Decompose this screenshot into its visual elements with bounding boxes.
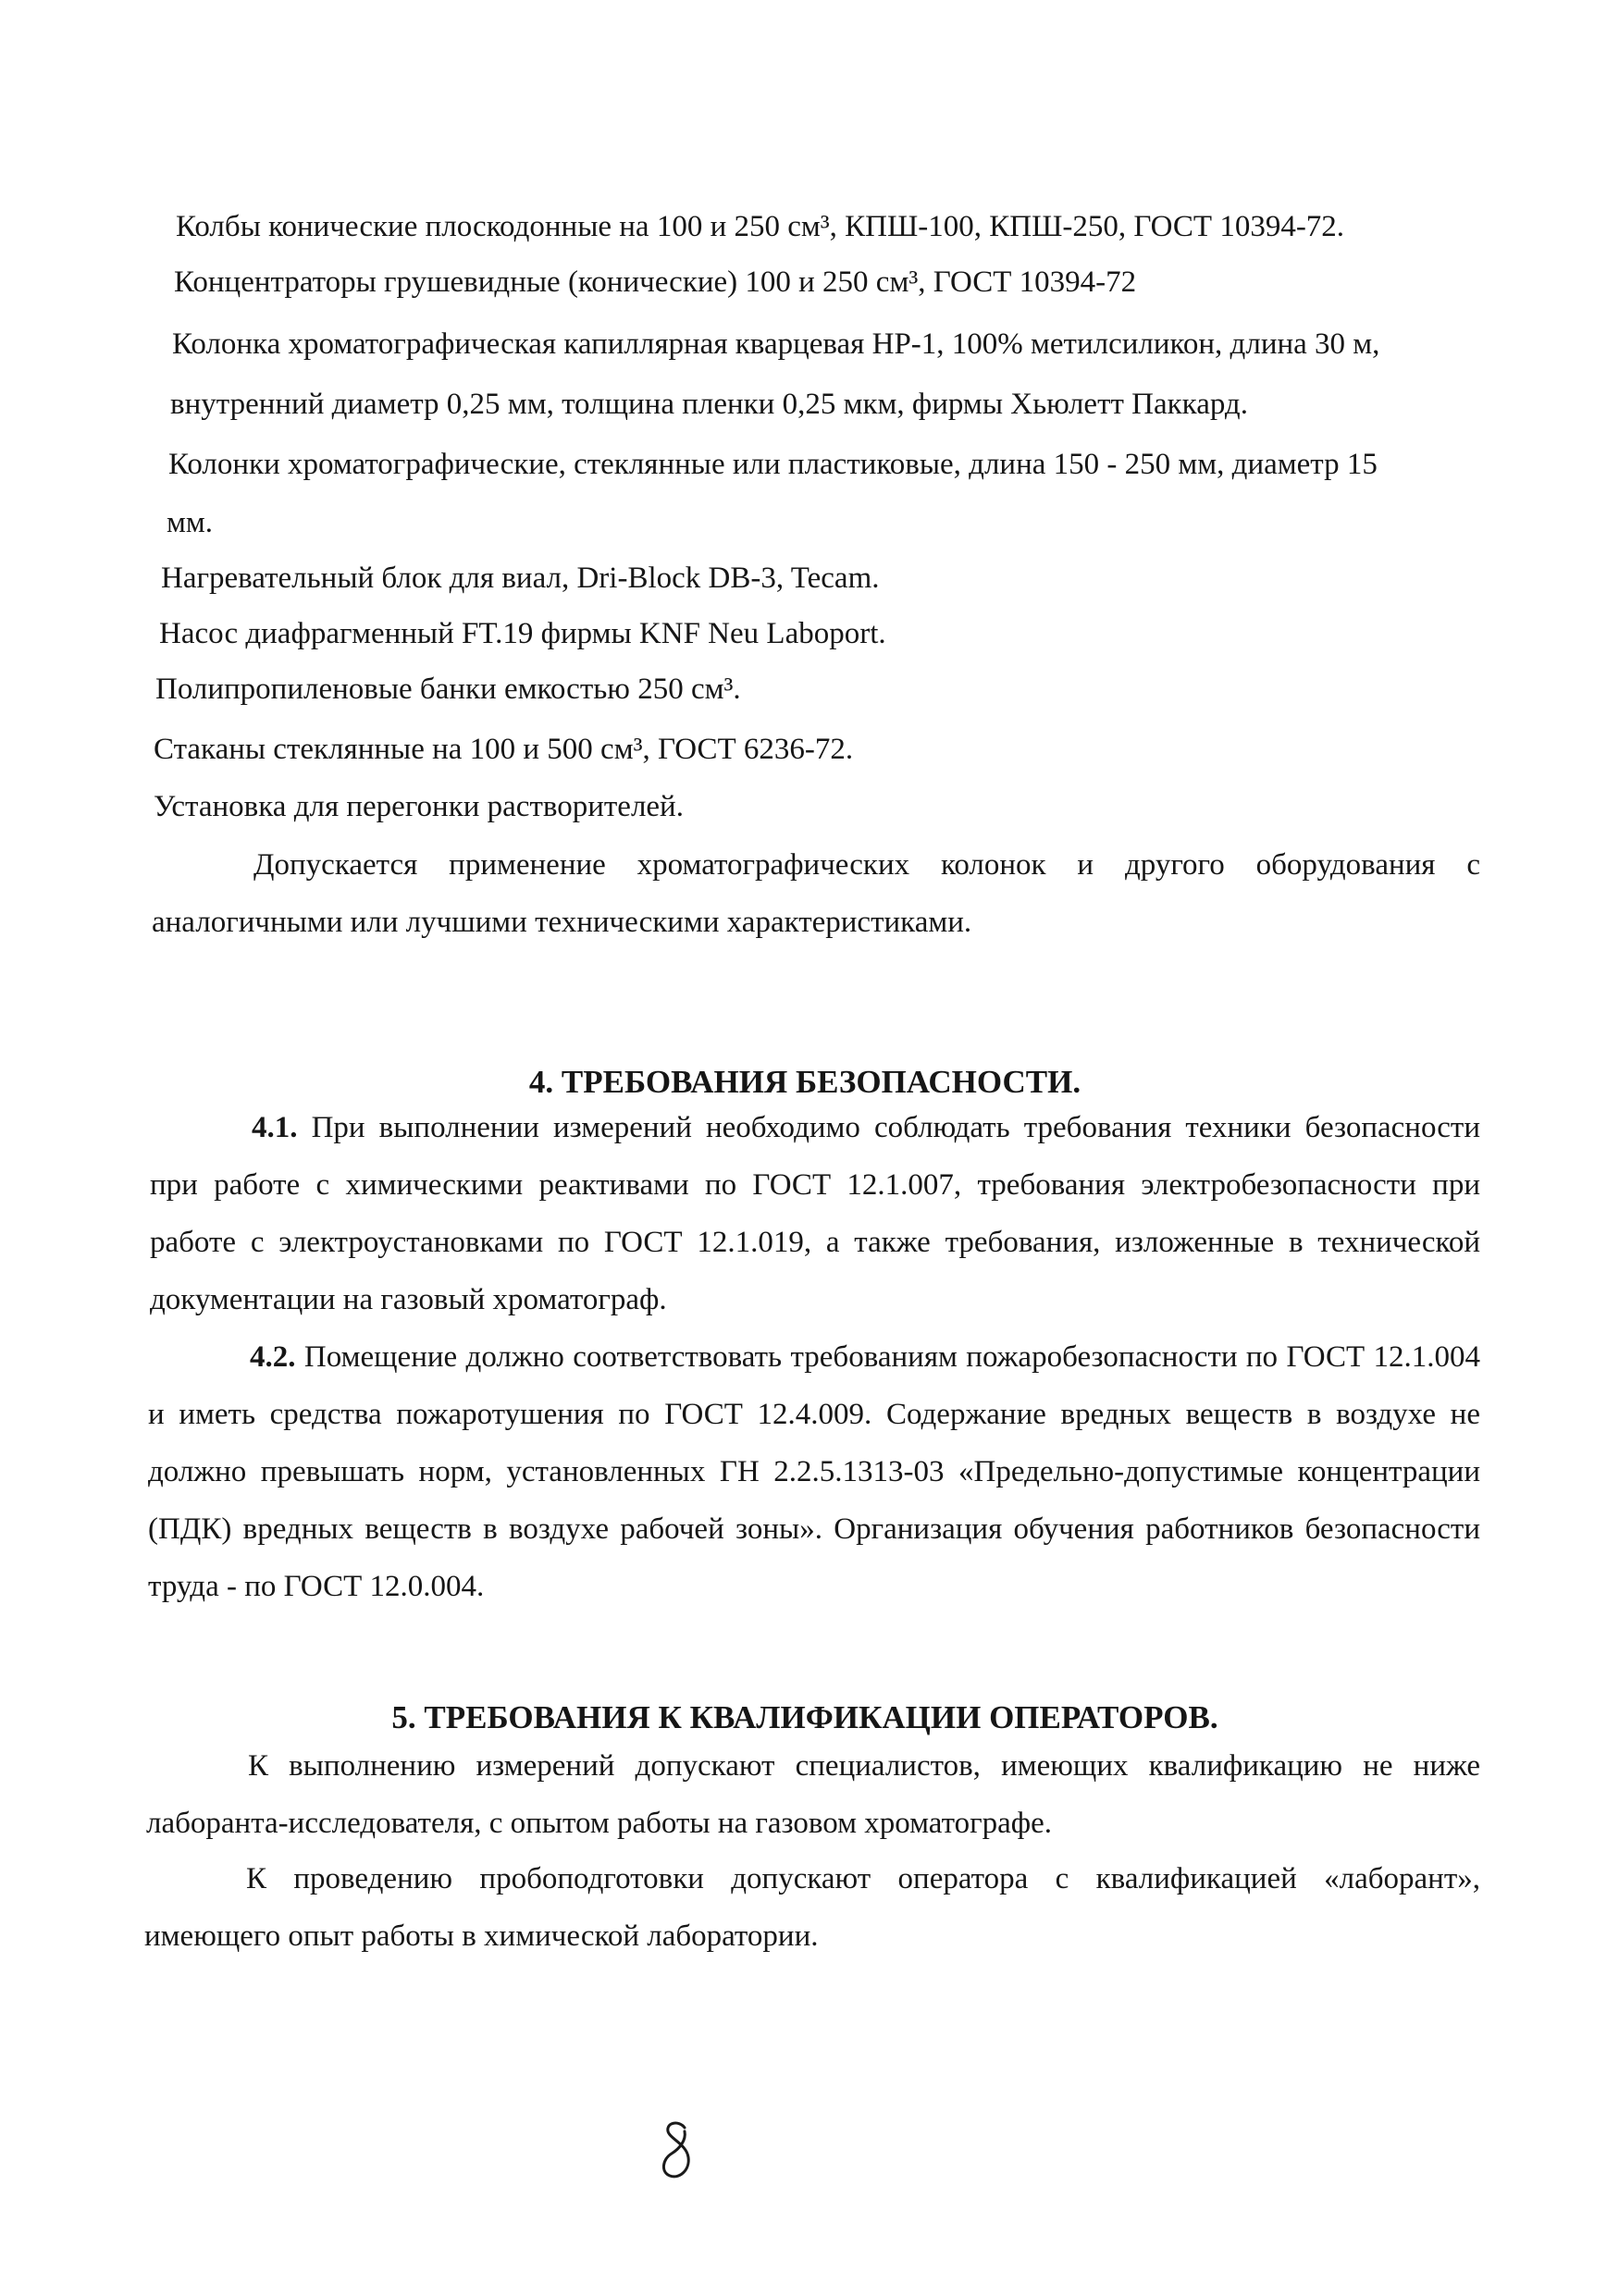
clause-text: При выполнении измерений необходимо соблюдать требования техники безопасности при работе с химическими реактивами по ГОСТ 12.1.007, требования электробезопасности при работе с электроустановками по ГОСТ 12.1.019, а также требования, изложенные в технической документации на газовый хроматограф.: [150, 1111, 1480, 1316]
section-4-heading: 4. ТРЕБОВАНИЯ БЕЗОПАСНОСТИ.: [528, 1064, 1081, 1100]
clause-text: К проведению пробоподготовки допускают оператора с квалификацией «лаборант», имеющего опыт работы в химической лаборатории.: [144, 1862, 1480, 1953]
equipment-item: Нагревательный блок для виал, Dri-Block DB-3, Tecam.: [161, 562, 880, 595]
equipment-item: Колбы конические плоскодонные на 100 и 250 см³, КПШ-100, КПШ-250, ГОСТ 10394-72.: [176, 210, 1345, 243]
clause-text: К выполнению измерений допускают специалистов, имеющих квалификацию не ниже лаборанта-исследователя, с опытом работы на газовом хроматографе.: [146, 1749, 1480, 1840]
equipment-item: Колонки хроматографические, стеклянные или пластиковые, длина 150 - 250 мм, диаметр 15: [168, 448, 1378, 481]
section-5-paragraph-2: [144, 1850, 1480, 1965]
clause-number: 4.2.: [250, 1340, 296, 1374]
page-number: [659, 2118, 696, 2183]
equipment-item: Установка для перегонки растворителей.: [154, 790, 684, 823]
equipment-item: Насос диафрагменный FT.19 фирмы KNF Neu Laboport.: [159, 617, 886, 650]
equipment-note: [152, 836, 1480, 951]
section-5-paragraph-1: [146, 1737, 1480, 1852]
equipment-item: Концентраторы грушевидные (конические) 100 и 250 см³, ГОСТ 10394-72: [174, 265, 1137, 299]
equipment-item: Стаканы стеклянные на 100 и 500 см³, ГОСТ 6236-72.: [154, 733, 854, 766]
equipment-item: Полипропиленовые банки емкостью 250 см³.: [155, 673, 741, 706]
clause-number: 4.1.: [252, 1111, 298, 1144]
section-4-paragraph-1: [150, 1099, 1480, 1328]
equipment-item: внутренний диаметр 0,25 мм, толщина пленки 0,25 мкм, фирмы Хьюлетт Паккард.: [170, 388, 1248, 421]
equipment-item: мм.: [167, 506, 214, 539]
section-5-heading: 5. ТРЕБОВАНИЯ К КВАЛИФИКАЦИИ ОПЕРАТОРОВ.: [391, 1699, 1218, 1735]
equipment-item: Колонка хроматографическая капиллярная кварцевая НР-1, 100% метилсиликон, длина 30 м,: [172, 327, 1380, 361]
section-4-paragraph-2: [148, 1328, 1480, 1615]
clause-text: Помещение должно соответствовать требованиям пожаробезопасности по ГОСТ 12.1.004 и иметь средства пожаротушения по ГОСТ 12.4.009. Содержание вредных веществ в воздухе не должно превышать норм, установленных ГН 2.2.5.1313-03 «Предельно-допустимые концентрации (ПДК) вредных веществ в воздухе рабочей зоны». Организация обучения работников безопасности труда - по ГОСТ 12.0.004.: [148, 1340, 1481, 1603]
equipment-note-text: Допускается применение хроматографических колонок и другого оборудования с аналогичными или лучшими техническими характеристиками.: [152, 848, 1480, 939]
